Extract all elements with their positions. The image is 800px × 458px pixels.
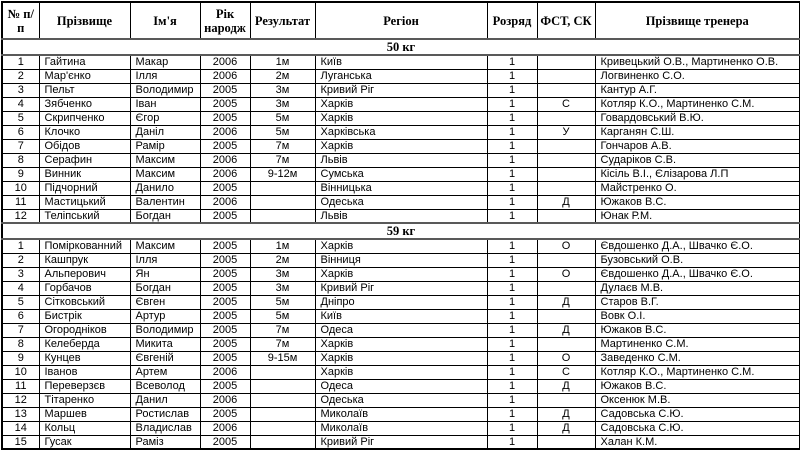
cell-surname: Винник [39, 167, 130, 181]
table-row [2, 111, 800, 125]
cell-rank: 1 [487, 365, 537, 379]
cell-firstname: Раміз [130, 435, 200, 449]
cell-coach: Сударіков С.В. [595, 153, 800, 167]
column-header-number: № п/п [2, 2, 39, 39]
cell-surname: Поміркованний [39, 239, 130, 253]
cell-rank: 1 [487, 393, 537, 407]
table-row [2, 281, 800, 295]
cell-firstname: Даніл [130, 125, 200, 139]
cell-result [250, 379, 315, 393]
cell-fst-sk: Д [537, 421, 595, 435]
cell-rank: 1 [487, 323, 537, 337]
cell-fst-sk [537, 167, 595, 181]
cell-surname: Іванов [39, 365, 130, 379]
cell-number: 10 [2, 181, 39, 195]
cell-firstname: Єгор [130, 111, 200, 125]
table-row [2, 421, 800, 435]
cell-region: Кривий Ріг [315, 281, 487, 295]
cell-fst-sk [537, 337, 595, 351]
cell-firstname: Макар [130, 55, 200, 69]
cell-region: Кривий Ріг [315, 435, 487, 449]
cell-birth-year: 2005 [200, 323, 250, 337]
cell-birth-year: 2006 [200, 393, 250, 407]
cell-region: Одеса [315, 379, 487, 393]
cell-result: 7м [250, 139, 315, 153]
cell-birth-year: 2006 [200, 153, 250, 167]
cell-firstname: Артем [130, 365, 200, 379]
cell-firstname: Іван [130, 97, 200, 111]
cell-firstname: Володимир [130, 83, 200, 97]
section-title: 50 кг [2, 39, 800, 55]
cell-firstname: Максим [130, 153, 200, 167]
cell-birth-year: 2005 [200, 351, 250, 365]
cell-rank: 1 [487, 253, 537, 267]
cell-firstname: Рамір [130, 139, 200, 153]
cell-fst-sk [537, 69, 595, 83]
cell-rank: 1 [487, 111, 537, 125]
cell-number: 14 [2, 421, 39, 435]
cell-rank: 1 [487, 209, 537, 223]
cell-coach: Говардовський В.Ю. [595, 111, 800, 125]
cell-rank: 1 [487, 309, 537, 323]
table-row [2, 153, 800, 167]
table-row [2, 435, 800, 449]
cell-number: 6 [2, 309, 39, 323]
cell-result [250, 393, 315, 407]
cell-region: Одеська [315, 195, 487, 209]
cell-birth-year: 2005 [200, 181, 250, 195]
table-row [2, 83, 800, 97]
cell-number: 15 [2, 435, 39, 449]
table-row [2, 337, 800, 351]
table-row [2, 181, 800, 195]
cell-result: 5м [250, 309, 315, 323]
section-title: 59 кг [2, 223, 800, 239]
column-header-surname: Прізвище [39, 2, 130, 39]
cell-surname: Мастицький [39, 195, 130, 209]
table-row [2, 167, 800, 181]
cell-region: Дніпро [315, 295, 487, 309]
cell-result [250, 365, 315, 379]
table-row [2, 97, 800, 111]
cell-region: Харків [315, 97, 487, 111]
cell-region: Харків [315, 139, 487, 153]
table-row [2, 295, 800, 309]
cell-rank: 1 [487, 55, 537, 69]
cell-firstname: Всеволод [130, 379, 200, 393]
cell-result: 3м [250, 97, 315, 111]
cell-fst-sk: Д [537, 323, 595, 337]
cell-rank: 1 [487, 195, 537, 209]
cell-fst-sk [537, 153, 595, 167]
cell-number: 3 [2, 83, 39, 97]
cell-coach: Гончаров А.В. [595, 139, 800, 153]
cell-firstname: Владислав [130, 421, 200, 435]
cell-result: 9-12м [250, 167, 315, 181]
cell-number: 11 [2, 195, 39, 209]
cell-surname: Гусак [39, 435, 130, 449]
cell-result: 5м [250, 111, 315, 125]
table-row [2, 309, 800, 323]
cell-coach: Садовська С.Ю. [595, 407, 800, 421]
cell-number: 12 [2, 393, 39, 407]
table-row [2, 125, 800, 139]
table-row [2, 379, 800, 393]
cell-rank: 1 [487, 83, 537, 97]
cell-coach: Старов В.Г. [595, 295, 800, 309]
cell-region: Вінницька [315, 181, 487, 195]
cell-number: 2 [2, 69, 39, 83]
cell-region: Київ [315, 55, 487, 69]
cell-result: 9-15м [250, 351, 315, 365]
cell-result: 7м [250, 323, 315, 337]
cell-number: 13 [2, 407, 39, 421]
cell-surname: Кольц [39, 421, 130, 435]
cell-result: 2м [250, 253, 315, 267]
cell-surname: Сітковський [39, 295, 130, 309]
cell-result [250, 195, 315, 209]
cell-number: 5 [2, 295, 39, 309]
column-header-birth-year: Рік народж [200, 2, 250, 39]
cell-result: 5м [250, 125, 315, 139]
column-header-region: Регіон [315, 2, 487, 39]
cell-number: 10 [2, 365, 39, 379]
cell-number: 4 [2, 281, 39, 295]
cell-region: Харків [315, 365, 487, 379]
cell-surname: Переверзєв [39, 379, 130, 393]
cell-coach: Майстренко О. [595, 181, 800, 195]
cell-fst-sk [537, 435, 595, 449]
cell-birth-year: 2006 [200, 69, 250, 83]
cell-result: 7м [250, 337, 315, 351]
cell-fst-sk [537, 111, 595, 125]
cell-surname: Келеберда [39, 337, 130, 351]
cell-firstname: Євгеній [130, 351, 200, 365]
table-row [2, 139, 800, 153]
cell-fst-sk [537, 309, 595, 323]
cell-coach: Котляр К.О., Мартиненко С.М. [595, 365, 800, 379]
cell-number: 2 [2, 253, 39, 267]
cell-region: Харківська [315, 125, 487, 139]
cell-rank: 1 [487, 239, 537, 253]
cell-region: Миколаїв [315, 407, 487, 421]
cell-surname: Кунцев [39, 351, 130, 365]
cell-birth-year: 2005 [200, 111, 250, 125]
cell-rank: 1 [487, 337, 537, 351]
table-row [2, 393, 800, 407]
cell-region: Харків [315, 111, 487, 125]
cell-number: 3 [2, 267, 39, 281]
cell-birth-year: 2006 [200, 421, 250, 435]
cell-coach: Южаков В.С. [595, 379, 800, 393]
cell-firstname: Микита [130, 337, 200, 351]
cell-fst-sk [537, 83, 595, 97]
cell-coach: Кантур А.Г. [595, 83, 800, 97]
cell-surname: Маршев [39, 407, 130, 421]
cell-number: 6 [2, 125, 39, 139]
cell-number: 1 [2, 239, 39, 253]
cell-fst-sk [537, 253, 595, 267]
header-row [2, 2, 800, 39]
cell-birth-year: 2005 [200, 435, 250, 449]
cell-result: 7м [250, 153, 315, 167]
table-header [2, 2, 800, 39]
cell-result: 3м [250, 83, 315, 97]
cell-coach: Садовська С.Ю. [595, 421, 800, 435]
cell-coach: Юнак Р.М. [595, 209, 800, 223]
cell-rank: 1 [487, 267, 537, 281]
cell-birth-year: 2005 [200, 267, 250, 281]
cell-region: Миколаїв [315, 421, 487, 435]
cell-number: 12 [2, 209, 39, 223]
cell-coach: Кісіль В.І., Єлізарова Л.П [595, 167, 800, 181]
table-row [2, 323, 800, 337]
column-header-fst-sk: ФСТ, СК [537, 2, 595, 39]
cell-number: 7 [2, 139, 39, 153]
cell-firstname: Богдан [130, 281, 200, 295]
cell-result [250, 407, 315, 421]
column-header-rank: Розряд [487, 2, 537, 39]
cell-coach: Бузовський О.В. [595, 253, 800, 267]
cell-surname: Мар'єнко [39, 69, 130, 83]
cell-coach: Южаков В.С. [595, 323, 800, 337]
cell-number: 8 [2, 153, 39, 167]
cell-result [250, 421, 315, 435]
column-header-coach: Прізвище тренера [595, 2, 800, 39]
cell-region: Харків [315, 351, 487, 365]
table-row [2, 351, 800, 365]
cell-firstname: Данило [130, 181, 200, 195]
cell-firstname: Богдан [130, 209, 200, 223]
cell-fst-sk [537, 139, 595, 153]
cell-coach: Вовк О.І. [595, 309, 800, 323]
cell-number: 1 [2, 55, 39, 69]
cell-result [250, 181, 315, 195]
cell-rank: 1 [487, 421, 537, 435]
cell-birth-year: 2005 [200, 407, 250, 421]
cell-birth-year: 2006 [200, 195, 250, 209]
cell-fst-sk: О [537, 351, 595, 365]
table-row [2, 69, 800, 83]
cell-rank: 1 [487, 69, 537, 83]
cell-birth-year: 2005 [200, 253, 250, 267]
cell-number: 9 [2, 167, 39, 181]
cell-fst-sk [537, 55, 595, 69]
cell-firstname: Ілля [130, 69, 200, 83]
cell-birth-year: 2006 [200, 365, 250, 379]
cell-surname: Огородніков [39, 323, 130, 337]
table-body [2, 39, 800, 449]
cell-region: Харків [315, 337, 487, 351]
cell-birth-year: 2005 [200, 97, 250, 111]
cell-birth-year: 2006 [200, 167, 250, 181]
cell-fst-sk: Д [537, 195, 595, 209]
cell-surname: Горбачов [39, 281, 130, 295]
cell-number: 8 [2, 337, 39, 351]
results-table [1, 1, 800, 450]
cell-result [250, 435, 315, 449]
section-row [2, 223, 800, 239]
cell-coach: Карганян С.Ш. [595, 125, 800, 139]
table-row [2, 195, 800, 209]
cell-birth-year: 2006 [200, 55, 250, 69]
cell-fst-sk: Д [537, 407, 595, 421]
cell-surname: Кашпрук [39, 253, 130, 267]
cell-firstname: Максим [130, 167, 200, 181]
cell-birth-year: 2005 [200, 83, 250, 97]
cell-region: Львів [315, 209, 487, 223]
cell-fst-sk: С [537, 97, 595, 111]
cell-rank: 1 [487, 435, 537, 449]
cell-result [250, 209, 315, 223]
cell-fst-sk [537, 281, 595, 295]
table-row [2, 239, 800, 253]
cell-birth-year: 2005 [200, 295, 250, 309]
cell-coach: Мартиненко С.М. [595, 337, 800, 351]
cell-region: Харків [315, 267, 487, 281]
cell-number: 5 [2, 111, 39, 125]
cell-fst-sk: О [537, 267, 595, 281]
cell-rank: 1 [487, 153, 537, 167]
cell-region: Вінниця [315, 253, 487, 267]
column-header-result: Результат [250, 2, 315, 39]
cell-fst-sk: С [537, 365, 595, 379]
cell-birth-year: 2005 [200, 309, 250, 323]
cell-firstname: Артур [130, 309, 200, 323]
cell-number: 4 [2, 97, 39, 111]
cell-coach: Котляр К.О., Мартиненко С.М. [595, 97, 800, 111]
cell-region: Кривий Ріг [315, 83, 487, 97]
cell-rank: 1 [487, 379, 537, 393]
cell-surname: Серафин [39, 153, 130, 167]
cell-region: Харків [315, 239, 487, 253]
cell-surname: Бистрік [39, 309, 130, 323]
cell-rank: 1 [487, 407, 537, 421]
cell-surname: Підчорний [39, 181, 130, 195]
cell-fst-sk [537, 393, 595, 407]
cell-firstname: Ілля [130, 253, 200, 267]
cell-firstname: Валентин [130, 195, 200, 209]
cell-number: 7 [2, 323, 39, 337]
cell-result: 3м [250, 267, 315, 281]
cell-firstname: Євген [130, 295, 200, 309]
cell-number: 11 [2, 379, 39, 393]
cell-firstname: Ростислав [130, 407, 200, 421]
cell-rank: 1 [487, 125, 537, 139]
cell-coach: Євдошенко Д.А., Швачко Є.О. [595, 239, 800, 253]
cell-surname: Обідов [39, 139, 130, 153]
cell-region: Луганська [315, 69, 487, 83]
cell-number: 9 [2, 351, 39, 365]
cell-surname: Теліпський [39, 209, 130, 223]
cell-birth-year: 2005 [200, 239, 250, 253]
cell-surname: Гайтина [39, 55, 130, 69]
cell-firstname: Максим [130, 239, 200, 253]
cell-firstname: Данил [130, 393, 200, 407]
cell-coach: Дулаєв М.В. [595, 281, 800, 295]
cell-fst-sk: Д [537, 295, 595, 309]
cell-birth-year: 2005 [200, 281, 250, 295]
cell-rank: 1 [487, 351, 537, 365]
cell-surname: Скрипченко [39, 111, 130, 125]
cell-region: Київ [315, 309, 487, 323]
cell-coach: Оксенюк М.В. [595, 393, 800, 407]
table-row [2, 365, 800, 379]
cell-coach: Южаков В.С. [595, 195, 800, 209]
cell-rank: 1 [487, 181, 537, 195]
cell-fst-sk: О [537, 239, 595, 253]
cell-fst-sk [537, 209, 595, 223]
cell-surname: Зябченко [39, 97, 130, 111]
cell-result: 1м [250, 55, 315, 69]
cell-coach: Логвиненко С.О. [595, 69, 800, 83]
cell-firstname: Володимир [130, 323, 200, 337]
cell-fst-sk: У [537, 125, 595, 139]
cell-surname: Тітаренко [39, 393, 130, 407]
cell-firstname: Ян [130, 267, 200, 281]
cell-fst-sk [537, 181, 595, 195]
table-row [2, 55, 800, 69]
cell-fst-sk: Д [537, 379, 595, 393]
table-row [2, 253, 800, 267]
cell-result: 5м [250, 295, 315, 309]
cell-birth-year: 2005 [200, 139, 250, 153]
cell-region: Одеса [315, 323, 487, 337]
cell-rank: 1 [487, 281, 537, 295]
cell-coach: Євдошенко Д.А., Швачко Є.О. [595, 267, 800, 281]
cell-surname: Альперович [39, 267, 130, 281]
cell-rank: 1 [487, 139, 537, 153]
cell-result: 3м [250, 281, 315, 295]
section-row [2, 39, 800, 55]
table-row [2, 209, 800, 223]
cell-coach: Халан К.М. [595, 435, 800, 449]
cell-rank: 1 [487, 97, 537, 111]
table-row [2, 267, 800, 281]
table-row [2, 407, 800, 421]
column-header-firstname: Ім'я [130, 2, 200, 39]
cell-rank: 1 [487, 295, 537, 309]
cell-birth-year: 2005 [200, 337, 250, 351]
cell-region: Одеська [315, 393, 487, 407]
cell-result: 2м [250, 69, 315, 83]
cell-coach: Кривецький О.В., Мартиненко О.В. [595, 55, 800, 69]
cell-region: Сумська [315, 167, 487, 181]
cell-birth-year: 2006 [200, 125, 250, 139]
cell-birth-year: 2005 [200, 379, 250, 393]
cell-birth-year: 2005 [200, 209, 250, 223]
cell-surname: Пельт [39, 83, 130, 97]
cell-surname: Клочко [39, 125, 130, 139]
cell-rank: 1 [487, 167, 537, 181]
cell-result: 1м [250, 239, 315, 253]
cell-region: Львів [315, 153, 487, 167]
cell-coach: Заведенко С.М. [595, 351, 800, 365]
